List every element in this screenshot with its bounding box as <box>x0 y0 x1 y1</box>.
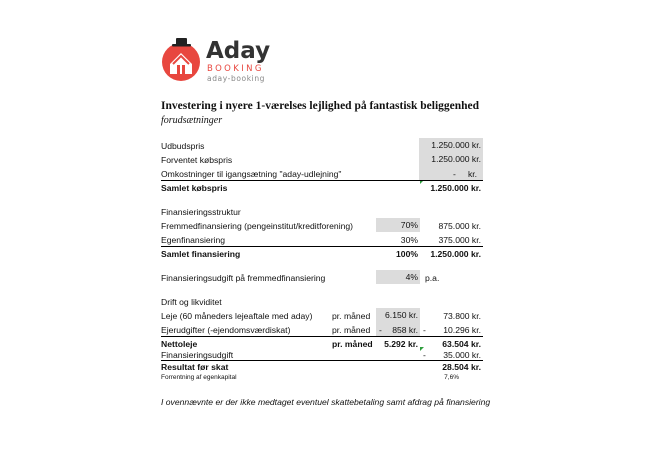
forventet-label: Forventet købspris <box>161 155 233 165</box>
ejer-monthly: 858 kr. <box>392 325 418 335</box>
house-logo-icon <box>160 34 202 82</box>
fremmed-label: Fremmedfinansiering (pengeinstitut/kreditforening) <box>161 221 354 231</box>
divider <box>161 180 483 181</box>
egen-label: Egenfinansiering <box>161 235 226 245</box>
aday-logo <box>160 32 280 88</box>
finansieringsudgift-rate-unit: p.a. <box>425 273 440 283</box>
udbudspris-value: 1.250.000 kr. <box>419 138 483 152</box>
finansieringsudgift-value: 35.000 kr. <box>443 350 481 360</box>
leje-monthly: 6.150 kr. <box>376 308 420 322</box>
fremmed-pct: 70% <box>376 218 420 232</box>
logo-name: Aday <box>206 38 271 64</box>
finansieringsudgift-dash: - <box>423 350 426 360</box>
ejer-period: pr. måned <box>332 325 371 335</box>
logo-tag: BOOKING <box>207 64 264 74</box>
divider <box>161 336 483 337</box>
leje-value: 73.800 kr. <box>443 311 481 321</box>
footnote: I ovennævnte er der ikke medtaget eventuel skattebetaling samt afdrag på finansiering <box>161 397 491 407</box>
samlet-koebspris-label: Samlet købspris <box>161 183 228 193</box>
samlet-finansiering-label: Samlet finansiering <box>161 249 241 259</box>
nettoleje-value: 63.504 kr. <box>442 339 481 349</box>
forventet-value: 1.250.000 kr. <box>419 152 483 166</box>
divider <box>161 360 483 361</box>
leje-period: pr. måned <box>332 311 371 321</box>
egen-pct: 30% <box>400 235 418 245</box>
resultat-label: Resultat før skat <box>161 362 229 372</box>
ejer-label: Ejerudgifter (-ejendomsværdiskat) <box>161 325 291 335</box>
forrentning-label: Forrentning af egenkapital <box>161 374 237 381</box>
udbudspris-label: Udbudspris <box>161 141 205 151</box>
nettoleje-monthly: 5.292 kr. <box>384 339 418 349</box>
drift-heading: Drift og likviditet <box>161 297 222 307</box>
egen-value: 375.000 kr. <box>438 235 481 245</box>
logo-handle: aday-booking <box>207 74 266 83</box>
samlet-finansiering-value: 1.250.000 kr. <box>430 249 481 259</box>
omkostninger-label: Omkostninger til igangsætning "aday-udlejning" <box>161 169 342 179</box>
nettoleje-label: Nettoleje <box>161 339 198 349</box>
nettoleje-period: pr. måned <box>332 339 373 349</box>
page-subtitle: forudsætninger <box>161 115 223 126</box>
samlet-finansiering-pct: 100% <box>396 249 418 259</box>
omkostninger-unit: kr. <box>468 169 478 179</box>
fremmed-value: 875.000 kr. <box>438 221 481 231</box>
leje-label: Leje (60 måneders lejeaftale med aday) <box>161 311 313 321</box>
ejer-value: 10.296 kr. <box>443 325 481 335</box>
samlet-koebspris-value: 1.250.000 kr. <box>430 183 481 193</box>
finansieringsudgift-rate-pct: 4% <box>376 270 420 284</box>
finansieringsudgift-rate-label: Finansieringsudgift på fremmedfinansiering <box>161 273 326 283</box>
resultat-value: 28.504 kr. <box>442 362 481 372</box>
finansieringsstruktur-heading: Finansieringsstruktur <box>161 207 241 217</box>
forrentning-value: 7,6% <box>444 374 459 381</box>
page-title: Investering i nyere 1-værelses lejlighed på fantastisk beliggenhed <box>161 100 480 112</box>
divider <box>161 246 483 247</box>
ejer-dash-monthly: - <box>379 325 382 335</box>
omkostninger-dash: - <box>453 169 456 179</box>
finansieringsudgift-label: Finansieringsudgift <box>161 350 234 360</box>
ejer-dash-yearly: - <box>423 325 426 335</box>
